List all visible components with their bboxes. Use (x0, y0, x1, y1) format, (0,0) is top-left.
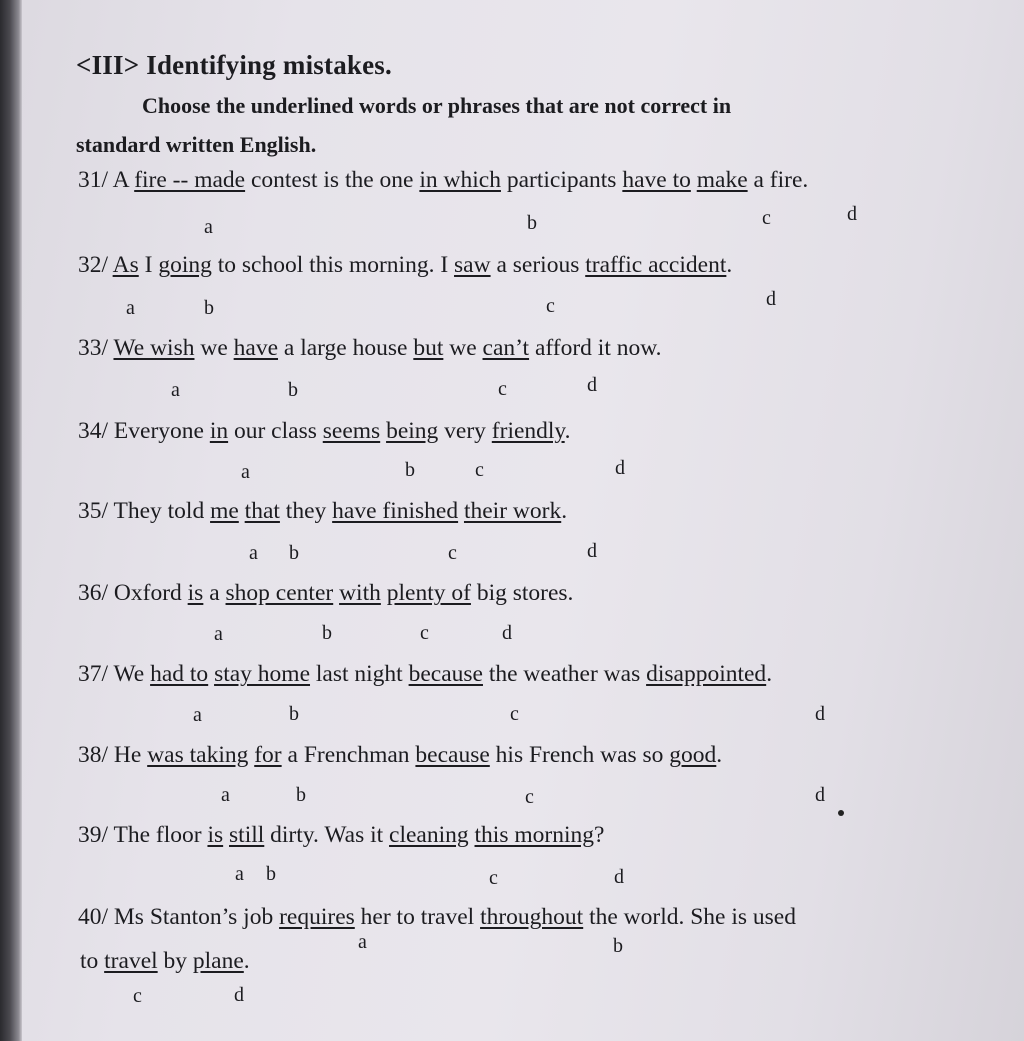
question-32 (78, 252, 732, 279)
question-number: 39/ (78, 822, 109, 848)
letter-c: c (133, 985, 142, 1007)
instruction-line-2: standard written English. (76, 132, 317, 157)
text: A (112, 167, 135, 193)
question-number: 32/ (78, 252, 109, 278)
text: . (564, 418, 571, 444)
letter-b: b (288, 379, 298, 401)
text: . (561, 498, 568, 524)
instructions (76, 86, 936, 164)
option-d: plenty of (386, 580, 471, 606)
text: a Frenchman (281, 742, 416, 768)
letter-d: d (766, 288, 776, 310)
text: dirty. Was it (264, 822, 390, 848)
question-38 (78, 742, 722, 769)
question-number: 37/ (78, 661, 109, 687)
question-number: 40/ (78, 904, 109, 930)
option-d: good (669, 742, 717, 768)
text: ? (593, 822, 605, 848)
text: a (203, 580, 226, 606)
question-number: 36/ (78, 580, 109, 606)
option-a: had to (150, 661, 209, 687)
letter-c: c (448, 542, 457, 564)
letter-c: c (475, 459, 484, 481)
question-number: 31/ (78, 167, 109, 193)
text: . (243, 948, 250, 974)
letter-b: b (296, 784, 306, 806)
letter-b: b (405, 459, 415, 481)
option-a: in (209, 418, 229, 444)
text: I (138, 252, 159, 278)
letter-c: c (420, 622, 429, 644)
option-a: was taking (147, 742, 249, 768)
text: . (726, 252, 733, 278)
question-39 (78, 822, 604, 849)
text: Oxford (113, 580, 188, 606)
question-35 (78, 498, 567, 525)
text: Ms Stanton’s job (113, 904, 280, 930)
option-d: this morning (474, 822, 594, 848)
letter-c: c (498, 378, 507, 400)
letter-d: d (587, 374, 597, 396)
option-b: going (158, 252, 212, 278)
option-d: traffic accident (585, 252, 727, 278)
text: a serious (490, 252, 586, 278)
text: We (113, 661, 151, 687)
letter-a: a (221, 784, 230, 806)
question-34 (78, 418, 571, 445)
option-d: friendly (491, 418, 565, 444)
text: her to travel (354, 904, 481, 930)
question-number: 33/ (78, 335, 109, 361)
text: very (438, 418, 492, 444)
text: He (113, 742, 148, 768)
letter-d: d (815, 784, 825, 806)
option-b: stay home (214, 661, 311, 687)
text: his French was so (489, 742, 670, 768)
text: They told (113, 498, 211, 524)
letter-d: d (615, 457, 625, 479)
question-31 (78, 167, 808, 194)
letter-a: a (204, 216, 213, 238)
option-b: have (233, 335, 279, 361)
text: the world. She is used (583, 904, 796, 930)
option-d: can’t (482, 335, 530, 361)
letter-d: d (234, 984, 244, 1006)
option-b: for (254, 742, 282, 768)
text: a fire. (747, 167, 809, 193)
text: our class (228, 418, 323, 444)
option-c: being (386, 418, 439, 444)
text: Everyone (113, 418, 210, 444)
letter-b: b (289, 703, 299, 725)
option-c: have to (622, 167, 691, 193)
ink-dot (838, 810, 844, 816)
text: the weather was (482, 661, 647, 687)
question-36 (78, 580, 573, 607)
text: The floor (113, 822, 208, 848)
text: . (766, 661, 773, 687)
text: afford it now. (529, 335, 662, 361)
text: they (279, 498, 333, 524)
question-40-line-1 (78, 904, 796, 931)
section-heading: <III> Identifying mistakes. (76, 50, 392, 80)
option-b: seems (322, 418, 381, 444)
option-a: fire -- made (134, 167, 246, 193)
letter-a: a (235, 863, 244, 885)
text: . (716, 742, 723, 768)
option-d: their work (463, 498, 562, 524)
text: by (157, 948, 193, 974)
text: we (194, 335, 234, 361)
option-b: in which (419, 167, 501, 193)
instruction-line-1: Choose the underlined words or phrases that are not correct in (142, 93, 732, 118)
text: to school this morning. I (211, 252, 455, 278)
option-c: saw (454, 252, 491, 278)
letter-c: c (546, 295, 555, 317)
option-b: shop center (225, 580, 334, 606)
option-a: As (112, 252, 139, 278)
letter-c: c (525, 786, 534, 808)
option-b: throughout (480, 904, 584, 930)
option-a: is (207, 822, 224, 848)
text: contest is the one (245, 167, 420, 193)
letter-b: b (613, 935, 623, 957)
letter-b: b (322, 622, 332, 644)
text: we (443, 335, 483, 361)
letter-b: b (266, 863, 276, 885)
letter-a: a (358, 931, 367, 953)
letter-c: c (762, 207, 771, 229)
text: last night (310, 661, 409, 687)
option-a: me (210, 498, 239, 524)
letter-d: d (502, 622, 512, 644)
letter-a: a (214, 623, 223, 645)
option-c: cleaning (389, 822, 469, 848)
text: to (80, 948, 105, 974)
letter-a: a (249, 542, 258, 564)
question-33 (78, 335, 662, 362)
letter-a: a (171, 379, 180, 401)
letter-c: c (489, 867, 498, 889)
text: big stores. (470, 580, 574, 606)
option-b: that (244, 498, 280, 524)
question-37 (78, 661, 772, 688)
option-c: because (415, 742, 490, 768)
text: a large house (278, 335, 414, 361)
letter-b: b (204, 297, 214, 319)
letter-c: c (510, 703, 519, 725)
option-c: have finished (332, 498, 459, 524)
letter-d: d (614, 866, 624, 888)
question-40-line-2 (80, 948, 250, 975)
letter-b: b (527, 212, 537, 234)
text: participants (500, 167, 623, 193)
option-a: is (187, 580, 204, 606)
option-b: still (229, 822, 265, 848)
option-d: make (696, 167, 748, 193)
question-number: 35/ (78, 498, 109, 524)
option-d: plane (192, 948, 244, 974)
option-c: with (339, 580, 381, 606)
letter-d: d (815, 703, 825, 725)
option-c: because (408, 661, 483, 687)
option-c: but (413, 335, 444, 361)
letter-d: d (847, 203, 857, 225)
letter-a: a (126, 297, 135, 319)
letter-d: d (587, 540, 597, 562)
option-a: requires (279, 904, 355, 930)
letter-a: a (193, 704, 202, 726)
option-a: We wish (113, 335, 195, 361)
question-number: 38/ (78, 742, 109, 768)
option-c: travel (104, 948, 158, 974)
question-number: 34/ (78, 418, 109, 444)
option-d: disappointed (646, 661, 767, 687)
letter-b: b (289, 542, 299, 564)
letter-a: a (241, 461, 250, 483)
